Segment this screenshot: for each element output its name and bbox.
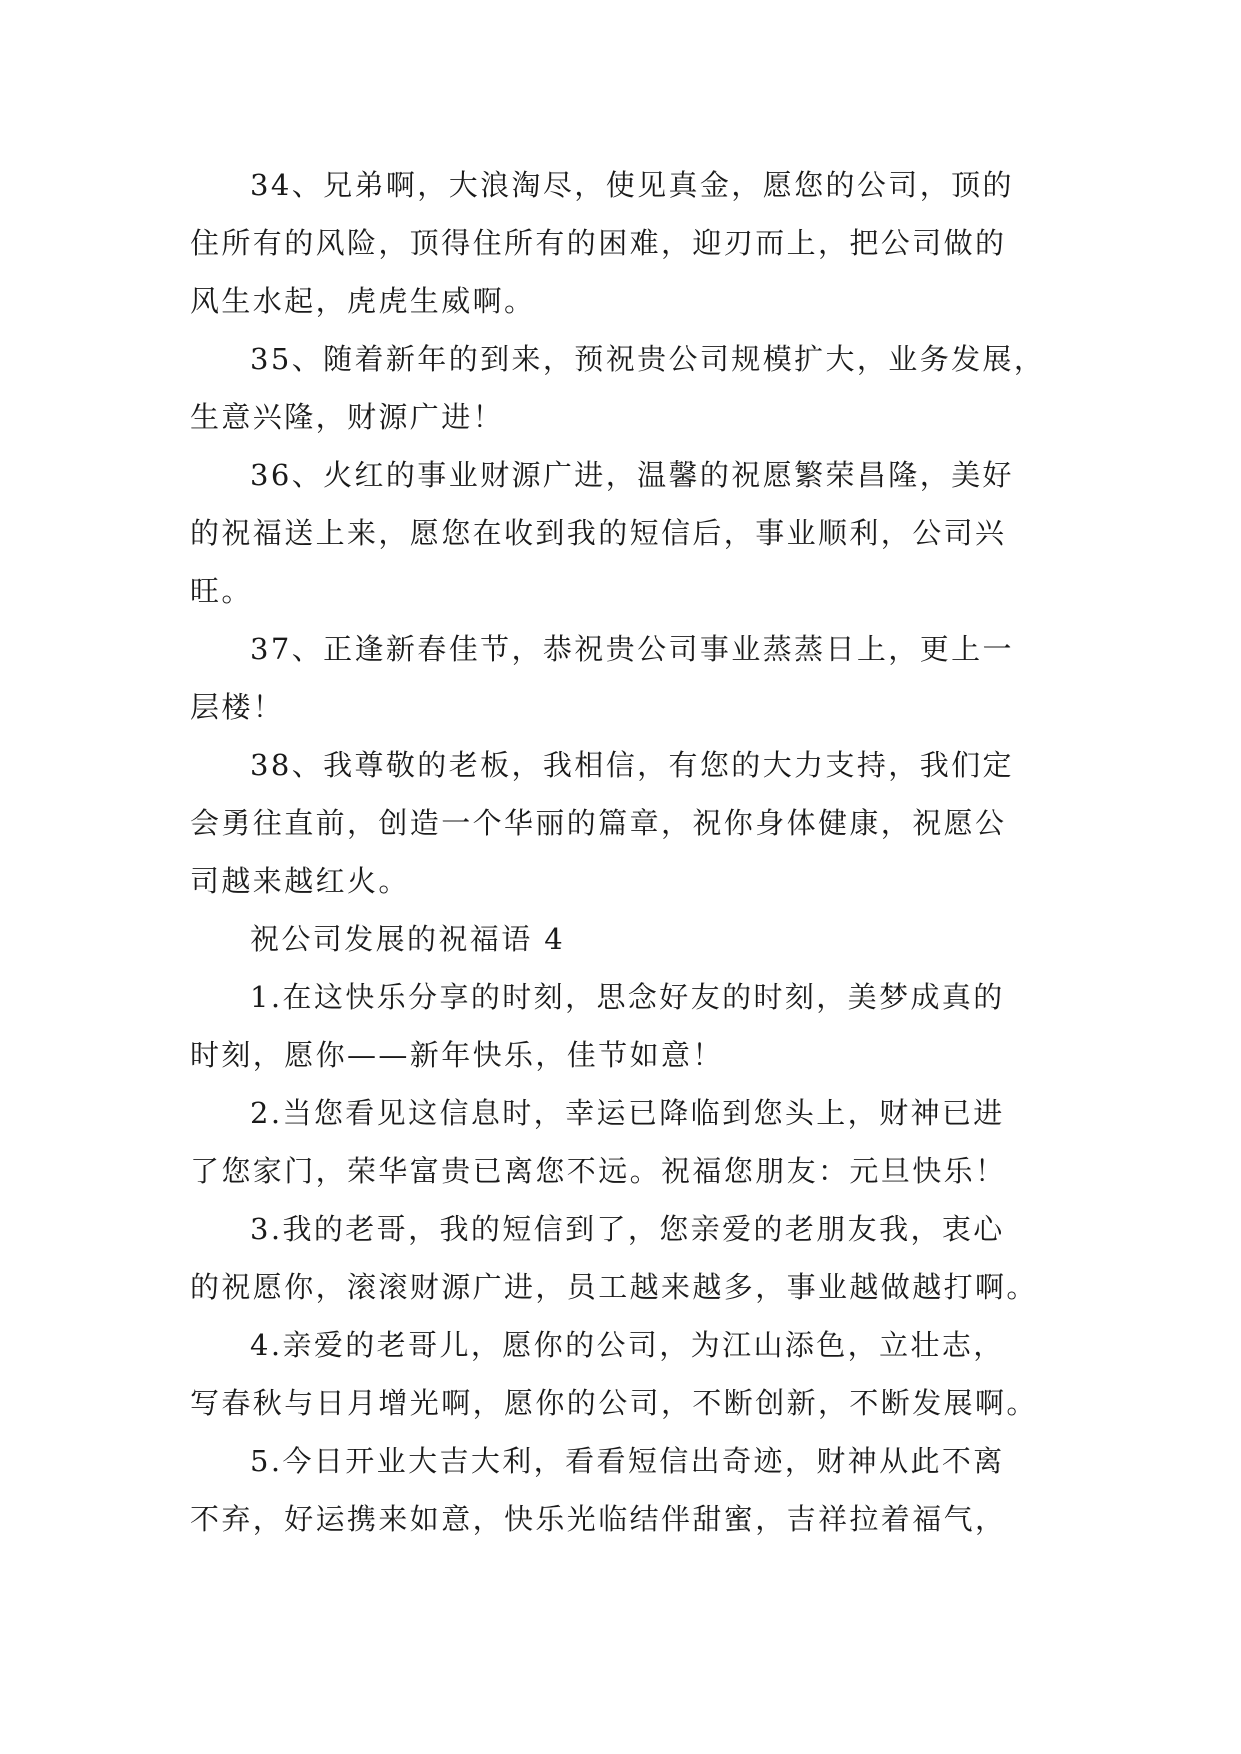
paragraph-n5 (190, 1432, 1050, 1548)
text-line: 不弃，好运携来如意，快乐光临结伴甜蜜，吉祥拉着福气， (190, 1502, 1007, 1536)
paragraph-p38 (190, 736, 1050, 910)
paragraph-n4 (190, 1316, 1050, 1432)
text-line: 4.亲爱的老哥儿，愿你的公司，为江山添色，立壮志， (250, 1328, 1005, 1362)
text-line: 2.当您看见这信息时，幸运已降临到您头上，财神已进 (250, 1096, 1005, 1130)
paragraph-n3 (190, 1200, 1050, 1316)
text-line: 36、火红的事业财源广进，温馨的祝愿繁荣昌隆，美好 (250, 458, 1014, 492)
text-line: 时刻，愿你——新年快乐，佳节如意！ (190, 1038, 724, 1072)
section-heading (190, 910, 1050, 968)
text-line: 生意兴隆，财源广进！ (190, 400, 505, 434)
paragraph-n2 (190, 1084, 1050, 1200)
text-line: 祝公司发展的祝福语 4 (250, 922, 566, 956)
text-line: 旺。 (190, 574, 253, 608)
paragraph-p34 (190, 156, 1050, 330)
text-line: 35、随着新年的到来，预祝贵公司规模扩大，业务发展， (250, 342, 1046, 376)
paragraph-n1 (190, 968, 1050, 1084)
text-line: 住所有的风险，顶得住所有的困难，迎刃而上，把公司做的 (190, 226, 1007, 260)
text-line: 层楼！ (190, 690, 285, 724)
text-line: 司越来越红火。 (190, 864, 410, 898)
paragraph-p35 (190, 330, 1050, 446)
text-line: 34、兄弟啊，大浪淘尽，使见真金，愿您的公司，顶的 (250, 168, 1014, 202)
text-line: 3.我的老哥，我的短信到了，您亲爱的老朋友我，衷心 (250, 1212, 1005, 1246)
text-line: 5.今日开业大吉大利，看看短信出奇迹，财神从此不离 (250, 1444, 1005, 1478)
text-line: 写春秋与日月增光啊，愿你的公司，不断创新，不断发展啊。 (190, 1386, 1038, 1420)
text-line: 了您家门，荣华富贵已离您不远。祝福您朋友：元旦快乐！ (190, 1154, 1007, 1188)
text-line: 37、正逢新春佳节，恭祝贵公司事业蒸蒸日上，更上一 (250, 632, 1014, 666)
paragraph-p36 (190, 446, 1050, 620)
text-line: 的祝福送上来，愿您在收到我的短信后，事业顺利，公司兴 (190, 516, 1007, 550)
text-line: 38、我尊敬的老板，我相信，有您的大力支持，我们定 (250, 748, 1014, 782)
text-line: 风生水起，虎虎生威啊。 (190, 284, 536, 318)
text-line: 1.在这快乐分享的时刻，思念好友的时刻，美梦成真的 (250, 980, 1005, 1014)
text-line: 的祝愿你，滚滚财源广进，员工越来越多，事业越做越打啊。 (190, 1270, 1038, 1304)
paragraph-p37 (190, 620, 1050, 736)
text-line: 会勇往直前，创造一个华丽的篇章，祝你身体健康，祝愿公 (190, 806, 1007, 840)
document-body (190, 156, 1050, 1548)
